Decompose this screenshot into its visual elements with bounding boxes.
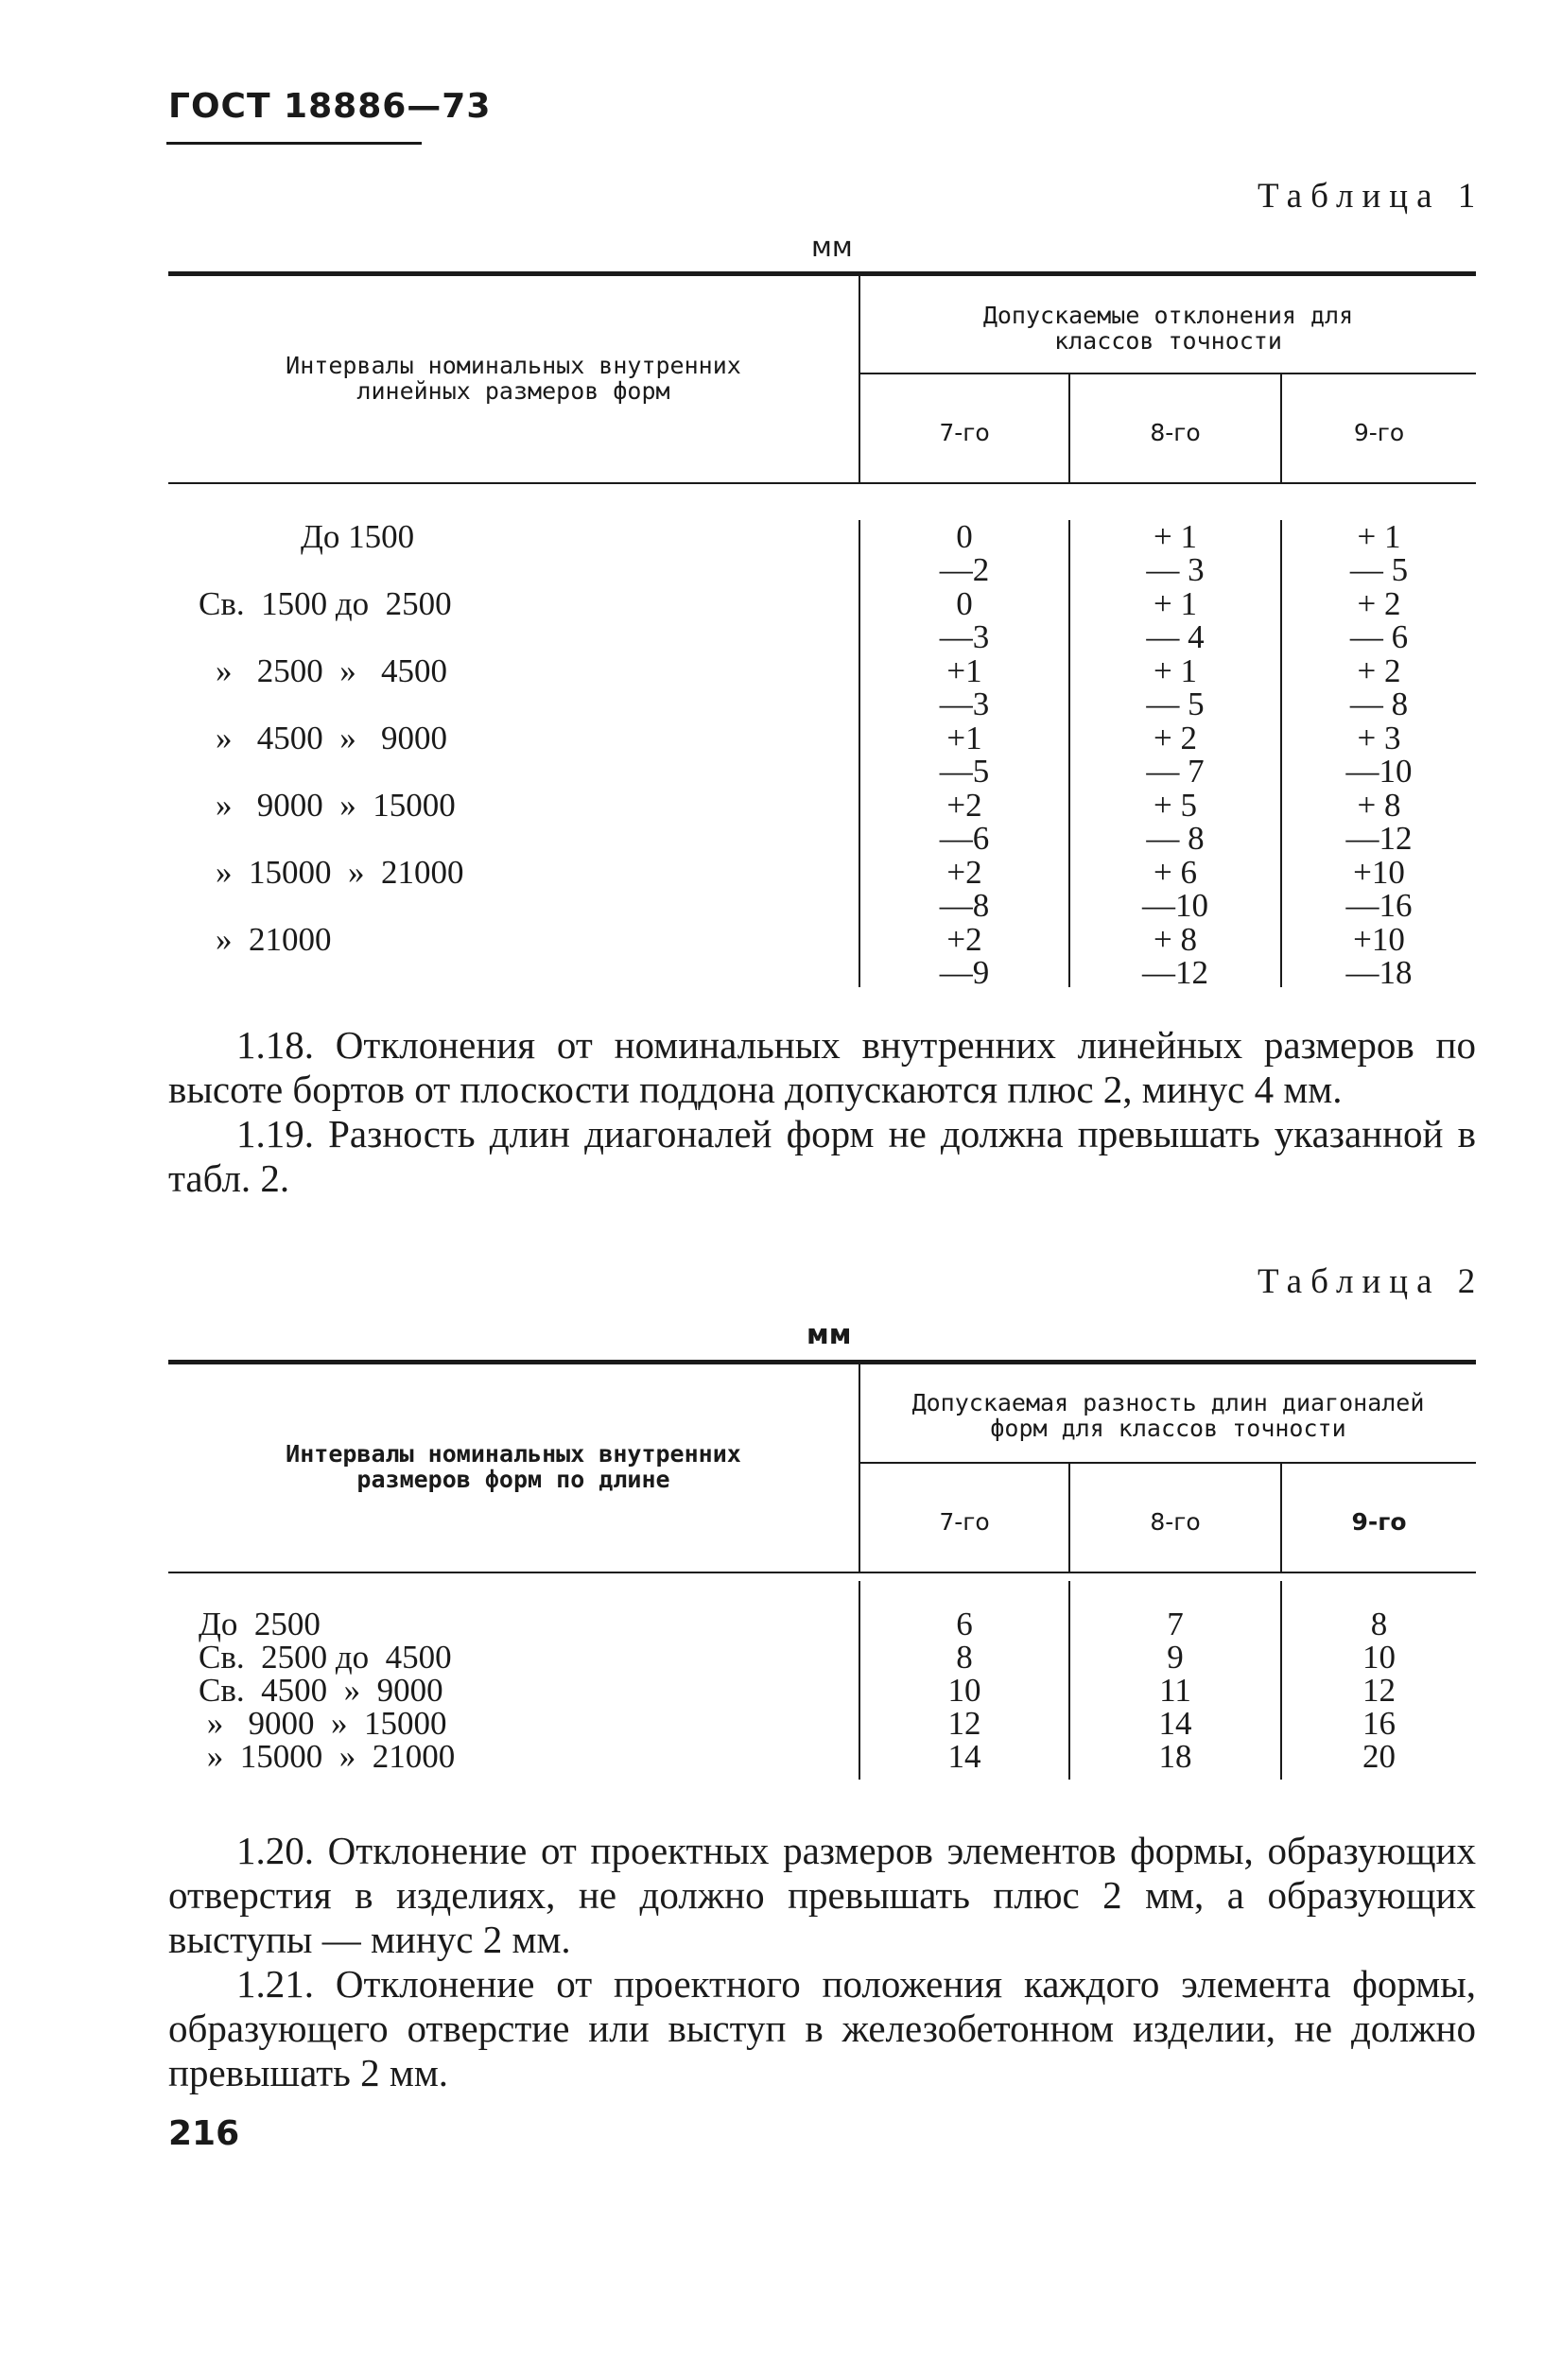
table1-cell: 0 —2 <box>939 518 990 588</box>
table1-cell: + 6 —10 <box>1142 854 1208 924</box>
table1-vrule-header <box>859 276 860 482</box>
table2-top-rule <box>168 1360 1476 1364</box>
table1-vrule-header-3 <box>1280 374 1282 482</box>
paragraph-block-1 <box>168 1023 1476 1201</box>
paragraph-1-19: 1.19. Разность длин диагоналей форм не должна превышать указанной в табл. 2. <box>168 1112 1476 1200</box>
table1-unit: мм <box>811 231 853 263</box>
table1-class-9: 9-го <box>1353 419 1405 446</box>
table2-vrule-header <box>859 1364 860 1572</box>
table1-cell: + 2 — 8 <box>1349 652 1409 722</box>
table1-row-label: » 4500 » 9000 <box>216 720 447 756</box>
table1-cell: + 8 —12 <box>1345 787 1413 857</box>
paragraph-1-20: 1.20. Отклонение от проектных размеров элементов формы, образующих отверстия в изделиях, не должно превышать плюс 2 мм, а образующих выступы — минус 2 мм. <box>168 1829 1476 1961</box>
table1-cell: + 2 — 6 <box>1349 585 1409 655</box>
document-code: ГОСТ 18886—73 <box>168 87 492 126</box>
table2-group-rule <box>860 1462 1476 1464</box>
table2-header-rule <box>168 1572 1476 1573</box>
table1-class-7: 7-го <box>939 419 990 446</box>
table2-group-header: Допускаемая разность длин диагоналей форм для классов точности <box>911 1389 1425 1442</box>
paragraph-1-18: 1.18. Отклонения от номинальных внутренних линейных размеров по высоте бортов от плоскости поддона допускаются плюс 2, минус 4 мм. <box>168 1023 1476 1111</box>
table2-class-9: 9-го <box>1351 1508 1407 1536</box>
table2-vrule-header-3 <box>1280 1464 1282 1572</box>
paragraph-1-21: 1.21. Отклонение от проектного положения каждого элемента формы, образующего отверстие или выступ в железобетонном изделии, не должно превышать 2 мм. <box>168 1962 1476 2094</box>
table1-cell: 0 —3 <box>939 585 990 655</box>
table1-row-label: » 21000 <box>216 921 332 958</box>
table1-row-label: » 2500 » 4500 <box>216 652 447 689</box>
table1-row-label: До 1500 <box>301 518 415 555</box>
table1-cell: + 1 — 3 <box>1146 518 1205 588</box>
table2-vrule-header-2 <box>1068 1464 1070 1572</box>
table1-top-rule <box>168 271 1476 276</box>
table1-row-label: » 9000 » 15000 <box>216 787 456 824</box>
table1-row-label: Св. 1500 до 2500 <box>199 585 452 622</box>
table1-cell: +2 —8 <box>939 854 990 924</box>
table1-cell: +10 —16 <box>1345 854 1413 924</box>
table1-cell: + 1 — 5 <box>1146 652 1205 722</box>
table1-group-rule <box>860 373 1476 374</box>
table1-row-label: » 15000 » 21000 <box>216 854 464 891</box>
table1-group-header: Допускаемые отклонения для классов точности <box>982 302 1354 355</box>
table2-col-8: 7 9 11 14 18 <box>1158 1606 1192 1775</box>
table1-header-rule <box>168 482 1476 484</box>
page-number: 216 <box>168 2114 240 2153</box>
table1-cell: + 8 —12 <box>1142 921 1208 991</box>
table1-cell: +1 —3 <box>939 652 990 722</box>
table2-col-7: 6 8 10 12 14 <box>947 1606 981 1775</box>
table1-cell: + 1 — 4 <box>1146 585 1205 655</box>
table1-cell: +10 —18 <box>1345 921 1413 991</box>
table1-cell: + 1 — 5 <box>1349 518 1409 588</box>
table2-class-8: 8-го <box>1150 1508 1201 1536</box>
table1-class-8: 8-го <box>1150 419 1201 446</box>
table2-class-7: 7-го <box>939 1508 990 1536</box>
table1-cell: +2 —9 <box>939 921 990 991</box>
table2-col-9: 8 10 12 16 20 <box>1362 1606 1396 1775</box>
table1-caption: Таблица 1 <box>1258 177 1484 216</box>
table2-interval-header: Интервалы номинальных внутренних размеров форм по длине <box>286 1440 741 1493</box>
table1-cell: +1 —5 <box>939 720 990 790</box>
header-underline <box>166 142 422 145</box>
table1-cell: + 2 — 7 <box>1146 720 1205 790</box>
table2-caption: Таблица 2 <box>1258 1262 1484 1301</box>
table1-vrule-header-2 <box>1068 374 1070 482</box>
table2-unit: мм <box>807 1318 852 1350</box>
table1-cell: + 3 —10 <box>1345 720 1413 790</box>
paragraph-block-2 <box>168 1829 1476 2095</box>
table1-cell: + 5 — 8 <box>1146 787 1205 857</box>
table2-row-labels: До 2500 Св. 2500 до 4500 Св. 4500 » 9000 » 9000 » 15000 » 15000 » 21000 <box>199 1606 456 1775</box>
table1-cell: +2 —6 <box>939 787 990 857</box>
table1-interval-header: Интервалы номинальных внутренних линейных размеров форм <box>286 352 741 405</box>
